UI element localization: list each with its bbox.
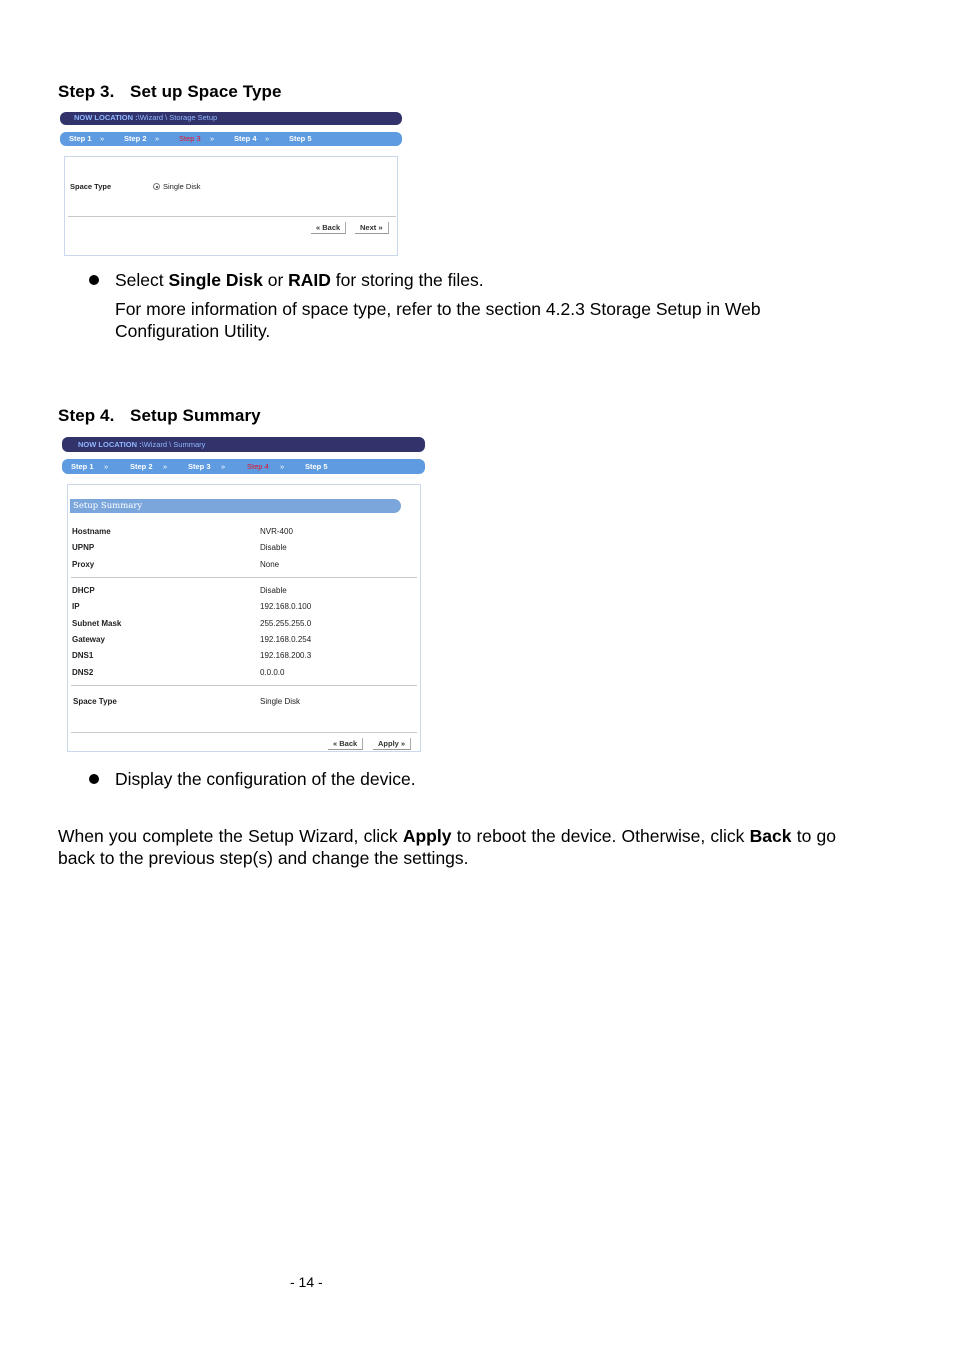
step-separator: » (155, 134, 160, 143)
summary-value-hostname: NVR-400 (260, 527, 293, 536)
now-location-bar (62, 437, 425, 452)
summary-value-space-type: Single Disk (260, 697, 301, 706)
summary-value-dns1: 192.168.200.3 (260, 651, 312, 660)
wizard-step-1[interactable]: Step 1 (71, 462, 94, 471)
step3-title: Set up Space Type (130, 82, 282, 101)
space-type-label: Space Type (70, 182, 112, 191)
step-separator: » (163, 462, 168, 471)
bullet-point (89, 275, 99, 285)
step4-number: Step 4. (58, 406, 115, 425)
summary-label-gateway: Gateway (72, 635, 105, 644)
step-separator: » (104, 462, 109, 471)
now-location-bar (60, 112, 402, 125)
wizard-step-4-active[interactable]: Step 4 (247, 462, 269, 471)
wizard-step-5[interactable]: Step 5 (305, 462, 328, 471)
summary-label-dns1: DNS1 (72, 651, 94, 660)
summary-label-upnp: UPNP (72, 543, 95, 552)
summary-label-space-type: Space Type (73, 697, 117, 706)
step3-number: Step 3. (58, 82, 115, 101)
back-button[interactable]: « Back (328, 738, 363, 750)
setup-summary-panel (67, 484, 421, 752)
select-space-type-text: Select Single Disk or RAID for storing the files. (115, 270, 484, 290)
summary-value-dns2: 0.0.0.0 (260, 668, 285, 677)
summary-value-gateway: 192.168.0.254 (260, 635, 312, 644)
step4-title: Setup Summary (130, 406, 261, 425)
step-separator: » (265, 134, 270, 143)
now-location-path: \Wizard \ Summary (141, 440, 206, 449)
wizard-step-bar (60, 132, 402, 146)
step-separator: » (280, 462, 285, 471)
wizard-step-2[interactable]: Step 2 (124, 134, 147, 143)
more-info-text: For more information of space type, refer to the section 4.2.3 Storage Setup in Web Configuration Utility. (115, 299, 761, 341)
summary-value-ip: 192.168.0.100 (260, 602, 312, 611)
back-bold: Back (749, 826, 792, 846)
step-separator: » (100, 134, 105, 143)
next-button[interactable]: Next » (355, 222, 389, 234)
summary-value-upnp: Disable (260, 543, 287, 552)
apply-button[interactable]: Apply » (373, 738, 411, 750)
summary-label-dhcp: DHCP (72, 586, 95, 595)
wizard-step-1[interactable]: Step 1 (69, 134, 92, 143)
summary-label-dns2: DNS2 (72, 668, 94, 677)
now-location-label: NOW LOCATION : (74, 113, 138, 122)
divider (68, 216, 396, 217)
summary-value-subnet-mask: 255.255.255.0 (260, 619, 312, 628)
single-disk-option-label: Single Disk (163, 182, 201, 191)
raid-bold: RAID (288, 270, 331, 290)
apply-bold: Apply (402, 826, 452, 846)
wizard-step-3[interactable]: Step 3 (188, 462, 211, 471)
summary-value-dhcp: Disable (260, 586, 287, 595)
step-separator: » (221, 462, 226, 471)
summary-label-hostname: Hostname (72, 527, 111, 536)
wizard-step-bar (62, 459, 425, 474)
bullet-point (89, 774, 99, 784)
back-button[interactable]: « Back (311, 222, 346, 234)
step3-heading (58, 82, 282, 102)
divider (71, 732, 417, 733)
wizard-step-5[interactable]: Step 5 (289, 134, 312, 143)
space-type-panel (64, 156, 398, 256)
wizard-step-2[interactable]: Step 2 (130, 462, 153, 471)
divider (71, 685, 417, 686)
summary-label-proxy: Proxy (72, 560, 95, 569)
step-separator: » (210, 134, 215, 143)
wizard-step-4[interactable]: Step 4 (234, 134, 257, 143)
summary-value-proxy: None (260, 560, 280, 569)
wizard-step-3-active[interactable]: Step 3 (179, 134, 201, 143)
setup-summary-header: Setup Summary (70, 499, 401, 513)
single-disk-radio[interactable] (153, 183, 160, 190)
divider (71, 577, 417, 578)
now-location-label: NOW LOCATION : (78, 440, 142, 449)
display-config-text: Display the configuration of the device. (115, 769, 416, 789)
closing-paragraph: When you complete the Setup Wizard, click Apply to reboot the device. Otherwise, click Back to go back to the previous step(s) and change the settings. (58, 826, 836, 868)
summary-label-subnet-mask: Subnet Mask (72, 619, 122, 628)
page-number: - 14 - (290, 1274, 323, 1290)
step4-heading (58, 406, 261, 426)
summary-label-ip: IP (72, 602, 80, 611)
single-disk-bold: Single Disk (168, 270, 263, 290)
now-location-path: \Wizard \ Storage Setup (137, 113, 218, 122)
